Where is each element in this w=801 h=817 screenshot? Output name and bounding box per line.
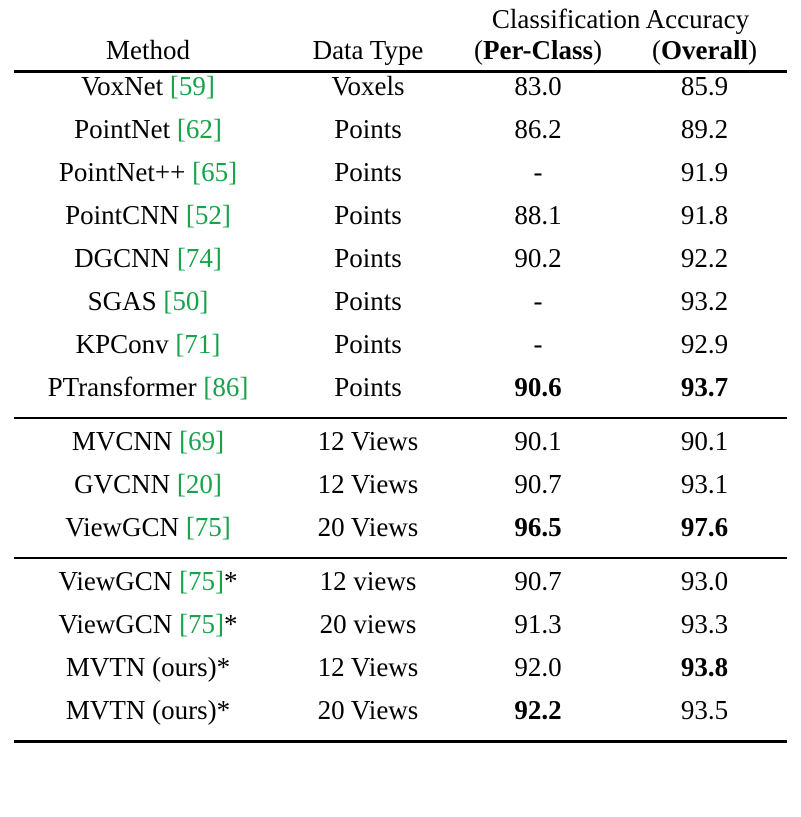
citation-link[interactable]: [74] — [176, 243, 222, 273]
cell-overall-value: 92.2 — [680, 243, 729, 273]
citation-link[interactable]: [65] — [192, 157, 238, 187]
cell-overall-value: 93.1 — [680, 469, 729, 499]
cell-data-type-value: Points — [334, 372, 402, 402]
cell-method — [14, 611, 282, 654]
header-per-class-label: Per-Class — [483, 35, 593, 65]
table-row — [14, 202, 787, 245]
footnote-star: * — [224, 609, 238, 639]
table-header-row — [14, 35, 787, 72]
citation-link[interactable]: [75] — [179, 566, 225, 596]
cell-per-class — [454, 374, 622, 418]
cell-data-type — [282, 72, 454, 117]
method-name: ViewGCN — [58, 566, 173, 596]
cell-data-type — [282, 331, 454, 374]
cell-per-class — [454, 331, 622, 374]
method-name: MVTN (ours) — [65, 652, 217, 682]
method-name: MVCNN — [71, 426, 173, 456]
cell-per-class — [454, 202, 622, 245]
footnote-star: * — [216, 652, 231, 682]
table-row — [14, 654, 787, 697]
header-spacer-method — [14, 0, 282, 35]
table-row — [14, 159, 787, 202]
citation-link[interactable]: [62] — [176, 114, 222, 144]
cell-overall — [622, 374, 787, 418]
cell-overall-value: 93.8 — [680, 652, 729, 682]
cell-method — [14, 116, 282, 159]
cell-per-class — [454, 514, 622, 558]
table-header-group-row — [14, 0, 787, 35]
cell-data-type — [282, 514, 454, 558]
header-overall — [622, 35, 787, 72]
header-data-type: Data Type — [312, 35, 424, 65]
header-classification-accuracy: Classification Accuracy — [491, 4, 750, 34]
cell-data-type-value: Points — [334, 157, 402, 187]
method-name: ViewGCN — [65, 512, 180, 542]
method-name: ViewGCN — [58, 609, 173, 639]
cell-overall-value: 93.7 — [680, 372, 729, 402]
table-row — [14, 288, 787, 331]
table-row — [14, 116, 787, 159]
cell-overall — [622, 697, 787, 742]
cell-data-type-value: 12 Views — [317, 469, 419, 499]
cell-per-class-value: 92.2 — [514, 695, 562, 725]
cell-per-class-value: 90.6 — [514, 372, 562, 402]
cell-data-type-value: Points — [334, 243, 402, 273]
cell-per-class — [454, 611, 622, 654]
cell-overall — [622, 514, 787, 558]
cell-overall-value: 89.2 — [680, 114, 729, 144]
citation-link[interactable]: [50] — [163, 286, 209, 316]
cell-method — [14, 654, 282, 697]
cell-per-class — [454, 72, 622, 117]
method-name: SGAS — [87, 286, 157, 316]
cell-per-class — [454, 697, 622, 742]
cell-overall-value: 85.9 — [680, 71, 729, 101]
cell-per-class — [454, 159, 622, 202]
cell-data-type-value: 20 views — [319, 609, 417, 639]
cell-overall — [622, 245, 787, 288]
cell-method — [14, 418, 282, 471]
cell-data-type-value: 12 Views — [317, 652, 419, 682]
header-overall-paren-open: ( — [652, 35, 661, 65]
cell-per-class-value: 90.2 — [514, 243, 562, 273]
cell-overall — [622, 558, 787, 611]
cell-method — [14, 202, 282, 245]
table-row — [14, 418, 787, 471]
cell-per-class — [454, 558, 622, 611]
cell-data-type-value: Points — [334, 200, 402, 230]
cell-method — [14, 288, 282, 331]
table-row — [14, 72, 787, 117]
cell-data-type-value: 20 Views — [317, 512, 419, 542]
cell-method — [14, 159, 282, 202]
cell-data-type-value: Points — [334, 114, 402, 144]
cell-per-class — [454, 288, 622, 331]
cell-data-type-value: Points — [334, 286, 402, 316]
method-name: DGCNN — [74, 243, 171, 273]
method-name: VoxNet — [81, 71, 164, 101]
cell-overall — [622, 116, 787, 159]
table-body — [14, 0, 787, 751]
cell-data-type — [282, 418, 454, 471]
table-row — [14, 514, 787, 558]
cell-per-class — [454, 245, 622, 288]
cell-overall — [622, 331, 787, 374]
cell-overall — [622, 288, 787, 331]
method-name: PointNet — [74, 114, 171, 144]
table-row — [14, 471, 787, 514]
classification-results-table — [14, 0, 787, 751]
cell-per-class — [454, 654, 622, 697]
cell-data-type — [282, 697, 454, 742]
cell-data-type — [282, 288, 454, 331]
cell-per-class-value: 88.1 — [514, 200, 562, 230]
cell-data-type — [282, 374, 454, 418]
cell-overall-value: 90.1 — [680, 426, 729, 456]
cell-overall-value: 93.3 — [680, 609, 729, 639]
method-name: MVTN (ours) — [65, 695, 217, 725]
cell-data-type-value: Points — [334, 329, 402, 359]
cell-data-type — [282, 116, 454, 159]
cell-method — [14, 558, 282, 611]
bottom-rule-cell — [454, 742, 622, 752]
header-per-class — [454, 35, 622, 72]
table-row — [14, 331, 787, 374]
table-row — [14, 697, 787, 742]
cell-overall-value: 97.6 — [680, 512, 729, 542]
cell-per-class-value: 86.2 — [514, 114, 562, 144]
header-spacer-datatype — [282, 0, 454, 35]
citation-link[interactable]: [69] — [179, 426, 225, 456]
cell-method — [14, 697, 282, 742]
cell-overall — [622, 202, 787, 245]
header-overall-label: Overall — [661, 35, 748, 65]
cell-data-type-value: 12 views — [319, 566, 417, 596]
bottom-rule-cell — [282, 742, 454, 752]
cell-overall-value: 91.9 — [680, 157, 729, 187]
cell-overall — [622, 72, 787, 117]
cell-per-class-value: 91.3 — [514, 609, 562, 639]
cell-overall — [622, 418, 787, 471]
citation-link[interactable]: [71] — [175, 329, 221, 359]
footnote-star: * — [224, 566, 238, 596]
table-bottom-rule — [14, 742, 787, 752]
cell-overall-value: 93.0 — [680, 566, 729, 596]
cell-data-type-value: Voxels — [331, 71, 405, 101]
method-name: GVCNN — [74, 469, 171, 499]
header-method: Method — [106, 35, 190, 65]
cell-overall-value: 91.8 — [680, 200, 729, 230]
cell-overall-value: 93.5 — [680, 695, 729, 725]
citation-link[interactable]: [52] — [185, 200, 231, 230]
method-name: PointNet++ — [58, 157, 186, 187]
cell-data-type — [282, 558, 454, 611]
citation-link[interactable]: [75] — [185, 512, 231, 542]
cell-overall — [622, 471, 787, 514]
table-row — [14, 245, 787, 288]
citation-link[interactable]: [59] — [169, 71, 215, 101]
cell-data-type-value: 20 Views — [317, 695, 419, 725]
cell-per-class-value: - — [533, 157, 543, 187]
header-per-class-paren-open: ( — [474, 35, 484, 65]
cell-method — [14, 471, 282, 514]
cell-overall — [622, 611, 787, 654]
cell-data-type — [282, 654, 454, 697]
cell-per-class-value: 90.7 — [514, 566, 562, 596]
bottom-rule-cell — [14, 742, 282, 752]
method-name: PointCNN — [65, 200, 180, 230]
cell-overall — [622, 654, 787, 697]
footnote-star: * — [216, 695, 231, 725]
cell-method — [14, 374, 282, 418]
cell-data-type — [282, 611, 454, 654]
cell-per-class-value: 83.0 — [514, 71, 562, 101]
table-row — [14, 558, 787, 611]
citation-link[interactable]: [86] — [203, 372, 249, 402]
cell-method — [14, 245, 282, 288]
table-row — [14, 611, 787, 654]
cell-per-class — [454, 418, 622, 471]
citation-link[interactable]: [75] — [179, 609, 225, 639]
cell-per-class — [454, 471, 622, 514]
cell-data-type — [282, 245, 454, 288]
cell-data-type-value: 12 Views — [317, 426, 419, 456]
bottom-rule-cell — [622, 742, 787, 752]
cell-method — [14, 331, 282, 374]
cell-per-class-value: 92.0 — [514, 652, 562, 682]
cell-data-type — [282, 471, 454, 514]
table-row — [14, 374, 787, 418]
cell-per-class-value: 96.5 — [514, 512, 562, 542]
cell-per-class-value: - — [533, 329, 543, 359]
cell-overall-value: 92.9 — [680, 329, 729, 359]
cell-data-type — [282, 159, 454, 202]
header-per-class-paren-close: ) — [592, 35, 602, 65]
cell-overall — [622, 159, 787, 202]
cell-data-type — [282, 202, 454, 245]
method-name: KPConv — [75, 329, 169, 359]
citation-link[interactable]: [20] — [176, 469, 222, 499]
cell-overall-value: 93.2 — [680, 286, 729, 316]
cell-per-class — [454, 116, 622, 159]
cell-method — [14, 514, 282, 558]
cell-per-class-value: - — [533, 286, 543, 316]
cell-per-class-value: 90.7 — [514, 469, 562, 499]
header-overall-paren-close: ) — [747, 35, 757, 65]
cell-per-class-value: 90.1 — [514, 426, 562, 456]
method-name: PTransformer — [47, 372, 197, 402]
cell-method — [14, 72, 282, 117]
